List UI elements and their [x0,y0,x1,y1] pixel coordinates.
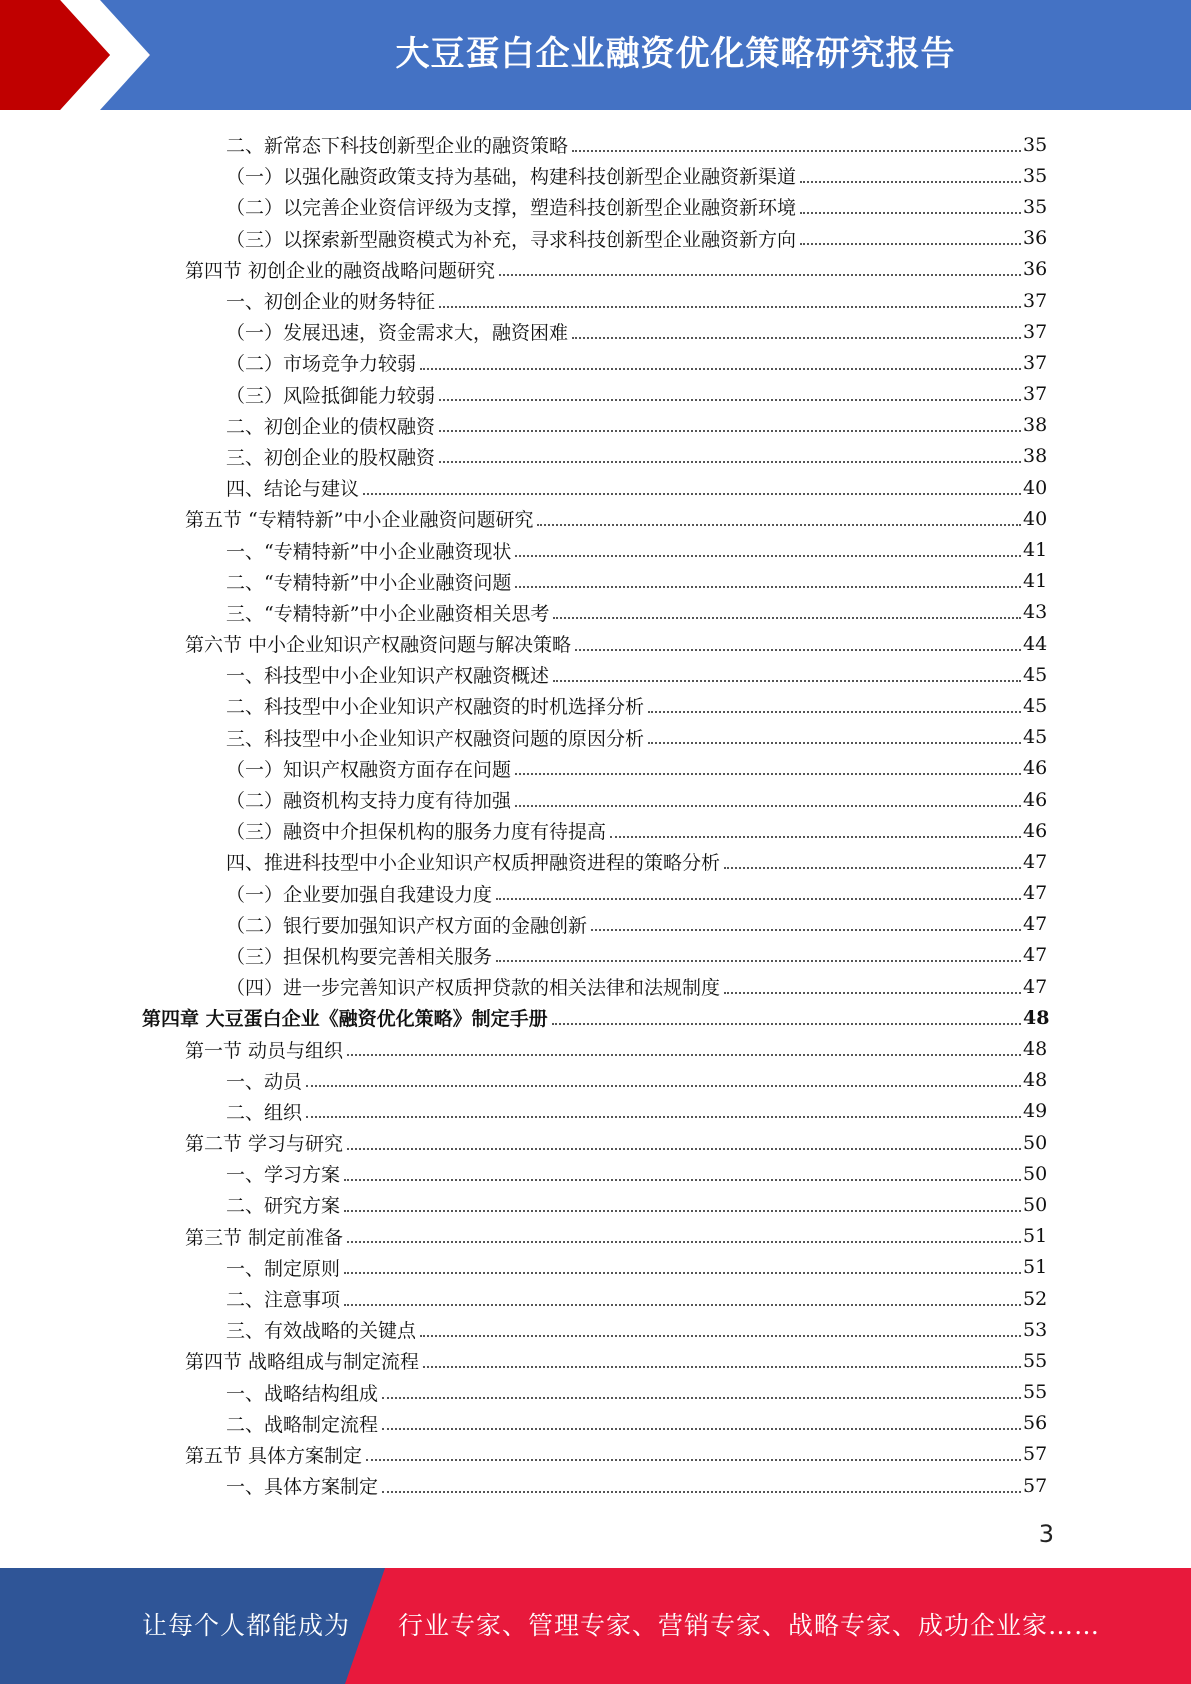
toc-entry-page: 52 [1023,1287,1048,1310]
toc-dot-leader [515,793,1021,807]
toc-dot-leader [347,1136,1021,1150]
toc-entry-page: 51 [1023,1256,1048,1279]
toc-entry-page: 48 [1023,1006,1050,1029]
toc-dot-leader [439,387,1021,401]
toc-entry-page: 38 [1023,414,1048,437]
toc-entry[interactable] [0,846,1191,877]
toc-dot-leader [572,138,1021,152]
page-header [0,0,1191,110]
toc-entry-title: 二、“专精特新”中小企业融资问题 [226,571,512,594]
toc-entry-title: 一、初创企业的财务特征 [226,291,436,314]
toc-entry-page: 45 [1023,694,1048,717]
toc-entry[interactable] [0,940,1191,971]
toc-dot-leader [344,1260,1021,1274]
toc-entry[interactable] [0,753,1191,784]
toc-entry[interactable] [0,441,1191,472]
toc-dot-leader [515,543,1021,557]
toc-entry-title: （二）市场竞争力较弱 [226,353,417,376]
toc-entry-page: 55 [1023,1381,1048,1404]
toc-dot-leader [439,418,1021,432]
toc-entry-page: 35 [1023,195,1048,218]
toc-entry[interactable] [0,659,1191,690]
toc-entry-title: 二、科技型中小企业知识产权融资的时机选择分析 [226,696,645,719]
toc-entry-title: （三）融资中介担保机构的服务力度有待提高 [226,821,607,844]
toc-entry-title: 一、“专精特新”中小企业融资现状 [226,540,512,563]
toc-dot-leader [439,294,1021,308]
toc-entry-title: 第五节 “专精特新”中小企业融资问题研究 [185,509,534,532]
toc-entry-title: （一）以强化融资政策支持为基础，构建科技创新型企业融资新渠道 [226,166,797,189]
toc-dot-leader [572,325,1021,339]
toc-entry-page: 36 [1023,227,1048,250]
toc-entry-page: 55 [1023,1349,1048,1372]
toc-dot-leader [420,1323,1021,1337]
toc-entry-page: 43 [1023,601,1048,624]
toc-entry-title: 一、战略结构组成 [226,1382,379,1405]
toc-entry[interactable] [0,722,1191,753]
toc-entry-title: （一）企业要加强自我建设力度 [226,883,493,906]
toc-entry-page: 41 [1023,570,1048,593]
toc-dot-leader [382,1479,1021,1493]
toc-dot-leader [306,1104,1021,1118]
toc-entry-page: 47 [1023,882,1048,905]
toc-entry-page: 37 [1023,351,1048,374]
toc-entry[interactable] [0,784,1191,815]
toc-entry-title: （三）担保机构要完善相关服务 [226,945,493,968]
toc-entry-page: 45 [1023,726,1048,749]
toc-entry-title: （二）银行要加强知识产权方面的金融创新 [226,914,588,937]
toc-entry-title: （一）知识产权融资方面存在问题 [226,758,512,781]
toc-entry[interactable] [0,347,1191,378]
toc-dot-leader [515,761,1021,775]
table-of-contents [0,129,1191,1501]
toc-entry[interactable] [0,472,1191,503]
toc-entry[interactable] [0,909,1191,940]
toc-entry[interactable] [0,223,1191,254]
toc-entry-page: 35 [1023,164,1048,187]
toc-entry-title: 二、新常态下科技创新型企业的融资策略 [226,135,569,158]
toc-entry-title: （二）融资机构支持力度有待加强 [226,790,512,813]
toc-dot-leader [648,730,1021,744]
toc-entry-title: 第四章 大豆蛋白企业《融资优化策略》制定手册 [142,1008,548,1031]
toc-dot-leader [347,1229,1021,1243]
toc-entry-page: 36 [1023,258,1048,281]
toc-entry-page: 57 [1023,1474,1048,1497]
toc-dot-leader [800,231,1021,245]
toc-entry[interactable] [0,1127,1191,1158]
page-number: 3 [1038,1520,1054,1548]
toc-dot-leader [553,668,1021,682]
toc-entry-title: 一、科技型中小企业知识产权融资概述 [226,665,550,688]
toc-entry[interactable] [0,815,1191,846]
toc-entry-title: 一、制定原则 [226,1257,341,1280]
toc-entry[interactable] [0,1158,1191,1189]
toc-entry-page: 35 [1023,133,1048,156]
toc-dot-leader [648,699,1021,713]
toc-entry-title: （二）以完善企业资信评级为支撑，塑造科技创新型企业融资新环境 [226,197,797,220]
toc-entry-page: 56 [1023,1412,1048,1435]
toc-entry[interactable] [0,1314,1191,1345]
toc-entry-page: 46 [1023,757,1048,780]
toc-entry-title: 四、推进科技型中小企业知识产权质押融资进程的策略分析 [226,852,721,875]
toc-entry[interactable] [0,254,1191,285]
toc-dot-leader [382,1416,1021,1430]
toc-entry-page: 37 [1023,383,1048,406]
toc-dot-leader [800,200,1021,214]
toc-entry[interactable] [0,1065,1191,1096]
toc-entry[interactable] [0,971,1191,1002]
toc-entry[interactable] [0,597,1191,628]
toc-entry-page: 47 [1023,850,1048,873]
toc-dot-leader [496,948,1021,962]
toc-entry-title: 四、结论与建议 [226,478,360,501]
toc-dot-leader [347,1042,1021,1056]
toc-entry[interactable] [0,1002,1191,1033]
toc-entry-title: 一、学习方案 [226,1164,341,1187]
toc-entry[interactable] [0,1283,1191,1314]
toc-entry-title: 二、组织 [226,1101,303,1124]
toc-entry[interactable] [0,285,1191,316]
toc-entry-page: 48 [1023,1069,1048,1092]
toc-dot-leader [344,1292,1021,1306]
toc-entry-title: 三、有效战略的关键点 [226,1320,417,1343]
toc-entry-title: 三、科技型中小企业知识产权融资问题的原因分析 [226,727,645,750]
toc-dot-leader [552,1011,1021,1025]
toc-entry-page: 50 [1023,1193,1048,1216]
toc-dot-leader [553,605,1021,619]
toc-entry-title: 第三节 制定前准备 [185,1226,344,1249]
toc-entry[interactable] [0,1189,1191,1220]
toc-dot-leader [724,855,1021,869]
toc-entry[interactable] [0,379,1191,410]
toc-dot-leader [423,1354,1021,1368]
toc-dot-leader [366,1447,1021,1461]
toc-entry-page: 47 [1023,975,1048,998]
toc-entry[interactable] [0,410,1191,441]
toc-dot-leader [439,449,1021,463]
toc-entry-title: 第五节 具体方案制定 [185,1444,363,1467]
toc-dot-leader [420,356,1021,370]
toc-entry-page: 38 [1023,445,1048,468]
toc-dot-leader [537,512,1021,526]
toc-entry[interactable] [0,534,1191,565]
toc-entry-page: 47 [1023,913,1048,936]
toc-entry-title: 一、具体方案制定 [226,1476,379,1499]
toc-entry-page: 40 [1023,476,1048,499]
toc-dot-leader [382,1385,1021,1399]
toc-dot-leader [306,1073,1021,1087]
toc-entry[interactable] [0,129,1191,160]
toc-entry-page: 51 [1023,1225,1048,1248]
toc-entry[interactable] [0,316,1191,347]
toc-entry[interactable] [0,1439,1191,1470]
toc-entry-page: 48 [1023,1038,1048,1061]
toc-entry-page: 40 [1023,507,1048,530]
toc-entry[interactable] [0,1221,1191,1252]
toc-entry-page: 53 [1023,1318,1048,1341]
toc-entry[interactable] [0,503,1191,534]
toc-entry[interactable] [0,566,1191,597]
toc-entry-page: 46 [1023,819,1048,842]
page-footer [0,1568,1191,1684]
toc-entry-page: 37 [1023,289,1048,312]
toc-dot-leader [800,169,1021,183]
toc-entry[interactable] [0,1096,1191,1127]
toc-entry[interactable] [0,690,1191,721]
toc-dot-leader [610,824,1021,838]
toc-entry[interactable] [0,191,1191,222]
toc-entry[interactable] [0,1345,1191,1376]
toc-entry-title: 三、初创企业的股权融资 [226,446,436,469]
toc-entry-title: 二、注意事项 [226,1289,341,1312]
toc-entry-page: 57 [1023,1443,1048,1466]
toc-entry[interactable] [0,1408,1191,1439]
toc-dot-leader [496,886,1021,900]
toc-entry-title: （一）发展迅速，资金需求大，融资困难 [226,322,569,345]
toc-entry-title: 二、研究方案 [226,1195,341,1218]
toc-entry-page: 47 [1023,944,1048,967]
toc-dot-leader [344,1167,1021,1181]
toc-entry-title: 第二节 学习与研究 [185,1133,344,1156]
toc-entry-title: （三）风险抵御能力较弱 [226,384,436,407]
toc-dot-leader [363,481,1021,495]
toc-entry-title: 二、初创企业的债权融资 [226,415,436,438]
header-chevron-icon [0,0,160,110]
toc-entry[interactable] [0,878,1191,909]
toc-entry-title: 第四节 战略组成与制定流程 [185,1351,420,1374]
toc-entry[interactable] [0,1470,1191,1501]
toc-entry[interactable] [0,628,1191,659]
toc-entry-title: 第四节 初创企业的融资战略问题研究 [185,259,496,282]
toc-entry-page: 49 [1023,1100,1048,1123]
toc-dot-leader [344,1198,1021,1212]
toc-dot-leader [724,980,1021,994]
toc-entry[interactable] [0,1033,1191,1064]
toc-entry-title: 第一节 动员与组织 [185,1039,344,1062]
toc-entry-page: 41 [1023,539,1048,562]
toc-entry-page: 37 [1023,320,1048,343]
toc-entry-title: 三、“专精特新”中小企业融资相关思考 [226,602,550,625]
toc-entry-title: 二、战略制定流程 [226,1413,379,1436]
footer-slogan-right: 行业专家、管理专家、营销专家、战略专家、成功企业家…… [398,1611,1101,1640]
toc-entry-title: 一、动员 [226,1070,303,1093]
toc-dot-leader [515,574,1021,588]
toc-dot-leader [575,637,1021,651]
toc-entry[interactable] [0,1377,1191,1408]
footer-slogan-left: 让每个人都能成为 [142,1611,351,1640]
toc-entry-page: 46 [1023,788,1048,811]
toc-entry-title: （四）进一步完善知识产权质押贷款的相关法律和法规制度 [226,977,721,1000]
toc-entry-page: 50 [1023,1131,1048,1154]
toc-entry-title: 第六节 中小企业知识产权融资问题与解决策略 [185,634,572,657]
toc-entry-page: 45 [1023,663,1048,686]
toc-dot-leader [591,917,1021,931]
toc-entry-title: （三）以探索新型融资模式为补充，寻求科技创新型企业融资新方向 [226,228,797,251]
toc-entry[interactable] [0,1252,1191,1283]
toc-dot-leader [499,262,1021,276]
toc-entry-page: 50 [1023,1162,1048,1185]
toc-entry-page: 44 [1023,632,1048,655]
toc-entry[interactable] [0,160,1191,191]
document-title: 大豆蛋白企业融资优化策略研究报告 [395,34,956,74]
